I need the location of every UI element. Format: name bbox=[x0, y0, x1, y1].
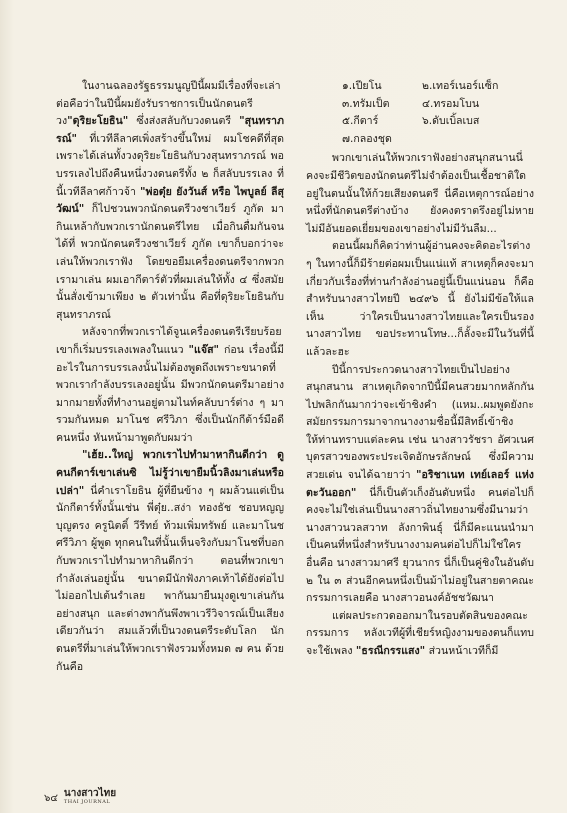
text-run: หลังจากที่พวกเราได้จูนเครื่องดนตรีเรียบร้อย เขาก็เริ่มบรรเลงเพลงในแนว bbox=[56, 326, 282, 356]
list-item: ๓.ทรัมเป็ต bbox=[342, 97, 390, 110]
paragraph bbox=[306, 362, 534, 608]
logo-subtext: THAI JOURNAL bbox=[63, 799, 111, 805]
text-run: นี่คำเราโยธิน ผู้ที่ยืนข้าง ๆ ผมล้วนแต่เป็นนักกีตาร์ทั้งนั้นเช่น พี่ตุ๋ย..สง่า ทองธัช ชอบหญญบุญตรง ครูนิตติ์ วีรีทย์ ท้วมเพิ่มทรัพย์ และมาโนช ศรีวิภา ผู้พูด ทุกคนในที่นั้นเห็นจริงกับมาโนชที่บอกกับพวกเราไปทำมาหากินดีกว่า ตอนที่พวกเขากำลังเล่นอยู่นั้น ขนาดมีนักฟังภาคเท้าได้ยังต่อไปไม่ออกไปเต้นรำเลย พากันมายืนมุงดูเขาเล่นกันอย่างสนุก และต่างพากันพึงพาเวรีวิจารณ์เป็นเสียงเดียวกันว่า สมแล้วที่เป็นวงดนตรีระดับโลก นักดนตรีที่มาเล่นให้พวกเราฟังรวมทั้งหมด ๗ คน ด้วยกันคือ bbox=[56, 484, 284, 673]
list-item: ๕.กีตาร์ bbox=[342, 115, 379, 128]
text-run: นี่ก็เป็นตัวเก็งอันดับหนึ่ง คนต่อไปก็คงจะไม่ใช่เล่นเป็นนางสาวถิ่นไทยงามซึ่งมีนามว่า นางสาวนวลสวาท ลังกาพินธุ์ นี่ก็มีคะแนนนำมาเป็นคนที่หนึ่งสำหรับนางงามคนต่อไปก็ไม่ใช่ใครอื่นคือ นางสาวมาศรี ยุวนากร นี่ก็เป็นคู่ชิงในอันดับ ๒ ใน ๓ ส่วนอีกคนหนึ่งเป็นม้าไม่อยู่ในสายตาคณะกรรมการเลยคือ นางสาวอนงค์อัชชวัฒนา bbox=[306, 486, 534, 605]
paragraph bbox=[56, 447, 284, 676]
bold-text: "ธรณีกรรแสง" bbox=[355, 645, 426, 657]
text-run: ที่เวทีลีลาศเพิ่งสร้างขึ้นใหม่ ผมโชคดีที่สุดเพราะได้เล่นทั้งวงดุริยะโยธินกับวงสุนทราภรณ์ พอบรรเลงไปถึงคืนหนึ่งวงดนตรีทั้ง ๒ ก็สลับบรรเลง ที่นี้เวทีลีลาศก้าวจ้า bbox=[56, 132, 284, 198]
text-run: แต่ผลประกวดออกมาในรอบตัดสินของคณะกรรมการ หลังเวทีผู้ที่เชียร์หญิงงามของตนก็แทบจะใช้เพลง bbox=[306, 609, 534, 657]
paragraph bbox=[56, 324, 284, 447]
list-item: ๑.เปียโน bbox=[342, 80, 382, 92]
list-item bbox=[422, 131, 552, 149]
bold-text: "แจ๊ส" bbox=[188, 343, 220, 356]
page-number: ๖๔ bbox=[44, 792, 58, 804]
magazine-logo bbox=[64, 790, 116, 806]
text-run: ก่อน เรื่องนี้มีอะไรในการบรรเลงนั้นไม่ต้องพูดถึงเพราะขนาดที่พวกเรากำลังบรรเลงอยู่นั้น มีพวกนักดนตรีมาอย่างมากมายทั้งที่ทำงานอยู่ตามไนท์คลับบาร์ต่าง ๆ มารวมกันหมด มาโนช ศรีวิภา ซึ่งเป็นนักกีต้าร์มือดีคนหนึ่ง หันหน้ามาพูดกับผมว่า bbox=[56, 343, 284, 444]
left-text-column bbox=[56, 78, 284, 676]
list-item: ๒.เทอร์เนอร์แซ็ก bbox=[422, 80, 499, 92]
text-run: ซึ่งส่งสลับกับวงดนตรี bbox=[128, 115, 240, 128]
logo-text: นางสาวไทย bbox=[63, 788, 117, 799]
paragraph: ตอนนี้ผมก็คิดว่าท่านผู้อ่านคงจะคิดอะไรต่าง ๆ ในทางนี้ก็มีร้ายต่อผมเป็นแน่แท้ สาเหตุก็คงจะมาเกี่ยวกับเรื่องที่ท่านกำลังอ่านอยู่นี้เป็นแน่นอน ก็คือ สำหรับนางสาวไทยปี ๒๔๙๖ นี้ ยังไม่มีข้อให้แลเห็น ว่าใครเป็นนางสาวไทยและใครเป็นรองนางสาวไทย ขอประทานโทษ...ก็ลั้งจะมีในวันที่นี้แล้วละฮะ bbox=[306, 240, 534, 358]
bold-text: "พ่อตุ๋ย ยังวันส์ หรือ ไพบูลย์ ลีสุวัฒน์" bbox=[56, 185, 284, 216]
list-item: ๔.ทรอมโบน bbox=[422, 97, 480, 110]
list-item: ๖.ดับเบิ้ลเบส bbox=[422, 115, 480, 128]
page-footer bbox=[44, 790, 116, 806]
list-item: ๗.กลองชุด bbox=[342, 132, 392, 145]
right-text-column bbox=[306, 78, 534, 661]
text-run: ก็ไปชวนพวกนักดนตรีวงชาเวียร์ ภูกัต มากินเหล้ากับพวกเรานักดนตรีไทย เมื่อกินดื่มกันจนได้ที่ พวกนักดนตรีวงชาเวียร์ ภูกัต เขาก็บอกว่าจะเล่นให้พวกเราฟัง โดยขอยืมเครื่องดนตรีจากพวกเรามาเล่น ผมเอากีตาร์ตัวที่ผมเล่นให้ทั้ง ๔ ซึ่งสมัยนั้นสั่งเข้ามาเพียง ๒ ตัวเท่านั้น คือที่ดุริยะโยธินกับสุนทราภรณ์ bbox=[56, 203, 284, 321]
text-run: ส่วนหน้าเวทีก็มี bbox=[425, 645, 499, 657]
text-run: ในงานฉลองรัฐธรรมนูญปีนี้ผมมีเรื่องที่จะเล่าต่อคือว่าในปีนี้ผมยังรับราชการเป็นนักดนตรีวง bbox=[56, 80, 281, 128]
paragraph bbox=[306, 608, 534, 661]
text-run: ปีนี้การประกวดนางสาวไทยเป็นไปอย่างสนุกสนาน สาเหตุเกิดจากปีนี้มีคนสวยมากหลักกันไปพลิกกันมากว่าจะเข้าชิงคำ (แหม..ผมพูดยังกะสมัยกรรมการมาจากนางงามชื่อนี้มีสิทธิ์เข้าชิงให้ท่านทราบแต่ละคน เช่น นางสาวรัชรา อัศวเนศบุตรสาวของพระประเจิดอักษรลักษณ์ ซึ่งมีความสวยเด่น จนได้ฉายาว่า bbox=[306, 363, 534, 482]
bold-quote: "เฮ้ย..ใหญ่ พวกเราไปทำมาหากินดีกว่า ดูคนกีตาร์เขาเล่นซิ ไม่รู้ว่าเขายืมนิ้วลิงมาเล่นหรือเปล่า" bbox=[56, 449, 284, 497]
paragraph: พวกเขาเล่นให้พวกเราฟังอย่างสนุกสนานนี่คงจะมีชีวิตของนักดนตรีไม่จำต้องเป็นเชื้อชาติใดอยู่ในตนนั้นให้ก้วยเสียงดนตรี นี่คือเหตุการณ์อย่างหนึ่งที่นักดนตรีต่างบ้าง ยังคงตราตรึงอยู่ไม่หายไม่มีอันยอดเยี่ยมของเขาอย่างไม่มีวันลืม... bbox=[306, 152, 534, 235]
paragraph bbox=[56, 78, 284, 324]
bold-text: "สุนทราภรณ์" bbox=[56, 115, 284, 145]
bold-text: "ดุริยะโยธิน" bbox=[67, 115, 129, 128]
instrument-list bbox=[306, 78, 534, 148]
bold-text: "อริชาเนท เทย์เลอร์ แห่งตะวันออก" bbox=[306, 469, 534, 499]
